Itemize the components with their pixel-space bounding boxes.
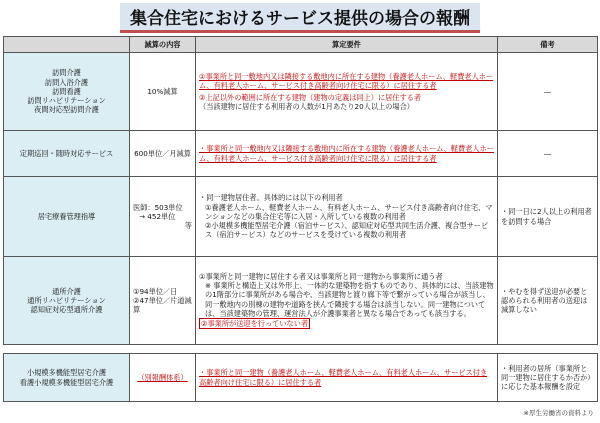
requirement-subnote: ※ 事業所と構造上又は外形上、一体的な建築物を指すものであり、具体的には、当該建物の1階部分に事業所がある場合や、当該建物と渡り廊下等で繋がっている場合が該当し、同一敷地内の別棟の建物や道路を挟んで隣接する場合は該当しない。同一建物については、当該建築物の管理、運営法人が介護事業者と異なる場合であっても該当する。 <box>205 281 494 318</box>
requirement-cell: ・事業所と同一建物（養護老人ホーム、軽費老人ホーム、有料老人ホーム、サービス付き高齢者向け住宅に限る）に居住する者 <box>196 354 498 402</box>
note-cell: ・同一日に2人以上の利用者を訪問する場合 <box>498 177 598 257</box>
requirement-cell <box>196 53 498 131</box>
title-wrap <box>0 0 600 34</box>
page-title: 集合住宅におけるサービス提供の場合の報酬 <box>120 3 480 33</box>
service-name: 看護小規模多機能型居宅介護 <box>19 377 114 387</box>
header-service <box>4 37 130 53</box>
table-row <box>4 53 598 131</box>
requirement-cell: ・事業所と同一敷地内又は隣接する敷地内に所在する建物（養護老人ホーム、軽費老人ホーム、有料老人ホーム、サービス付き高齢者向け住宅に限る）に居住する者 <box>196 131 498 177</box>
requirement-cell <box>196 257 498 345</box>
reduction-value: 医師：503単位 <box>133 202 183 212</box>
service-name: 居宅療養管理指導 <box>37 211 96 221</box>
main-table <box>3 36 598 345</box>
header-row <box>4 37 598 53</box>
table-row <box>4 131 598 177</box>
requirement-item: ②小規模多機能型居宅介護（宿泊サービス）、認知症対応型共同生活介護、複合型サービス（宿泊サービス）などのサービスを受けている複数の利用者 <box>205 221 489 240</box>
requirement-item: ①事業所と同一建物に居住する者又は事業所と同一建物から事業所に通う者 <box>199 271 443 281</box>
requirement-item: ①養護老人ホーム、軽費老人ホーム、有料老人ホーム、サービス付き高齢者向け住宅、マンションなどの集合住宅等に入居・入所している複数の利用者 <box>205 202 493 221</box>
service-cell <box>4 257 130 345</box>
service-cell <box>4 53 130 131</box>
table-row <box>4 257 598 345</box>
service-name: 夜間対応型訪問介護 <box>34 105 99 115</box>
reduction-value: 等 <box>184 221 192 231</box>
requirement-subnote: （当該建物に居住する利用者の人数が1月あたり20人以上の場合） <box>199 101 414 111</box>
service-name: 認知症対応型通所介護 <box>30 305 103 315</box>
requirement-heading: ・同一建物居住者。具体的には以下の利用者 <box>199 193 343 203</box>
service-cell <box>4 177 130 257</box>
note-cell: ― <box>498 131 598 177</box>
reduction-cell <box>130 354 196 402</box>
note-cell: ・利用者の居所（事業所と同一建物に居住するか否か）に応じた基本報酬を設定 <box>498 354 598 402</box>
table-row <box>4 354 598 402</box>
table-row <box>4 177 598 257</box>
service-name: 定期巡回・随時対応サービス <box>19 148 114 158</box>
header-requirement: 算定要件 <box>196 37 498 53</box>
service-name: 訪問リハビリテーション <box>27 96 106 106</box>
service-name: 小規模多機能型居宅介護 <box>26 368 107 378</box>
requirement-item: ②上記以外の範囲に所在する建物（建物の定義は同上）に居住する者 <box>199 92 422 102</box>
header-reduction: 減算の内容 <box>130 37 196 53</box>
service-name: 訪問介護 <box>52 68 81 78</box>
requirement-item: ②事業所が送迎を行っていない者 <box>201 318 309 328</box>
note-cell: ― <box>498 53 598 131</box>
reduction-cell: 600単位／月減算 <box>130 131 196 177</box>
service-name: 訪問看護 <box>52 86 81 96</box>
sub-table <box>3 353 598 402</box>
service-name: 訪問入浴介護 <box>44 77 89 87</box>
service-name: 通所介護 <box>52 286 81 296</box>
requirement-cell <box>196 177 498 257</box>
header-note: 備考 <box>498 37 598 53</box>
service-name: 通所リハビリテーション <box>27 295 106 305</box>
reduction-cell <box>130 177 196 257</box>
service-cell <box>4 131 130 177</box>
reduction-value: ①94単位／日 <box>133 286 178 296</box>
source-note: ※厚生労働省の資料より <box>523 409 594 417</box>
service-cell <box>4 354 130 402</box>
requirement-item: ①事業所と同一敷地内又は隣接する敷地内に所在する建物（養護老人ホーム、軽費老人ホーム、有料老人ホーム、サービス付き高齢者向け住宅に限る）に居住する者 <box>199 72 494 91</box>
reduction-value: → 452単位 <box>139 211 176 221</box>
note-cell: ・やむを得ず送迎が必要と認められる利用者の送迎は減算しない <box>498 257 598 345</box>
reduction-value: ②47単位／片道減算 <box>133 295 192 315</box>
reduction-value: （別報酬体系） <box>137 372 188 382</box>
reduction-cell: 10%減算 <box>130 53 196 131</box>
reduction-cell <box>130 257 196 345</box>
